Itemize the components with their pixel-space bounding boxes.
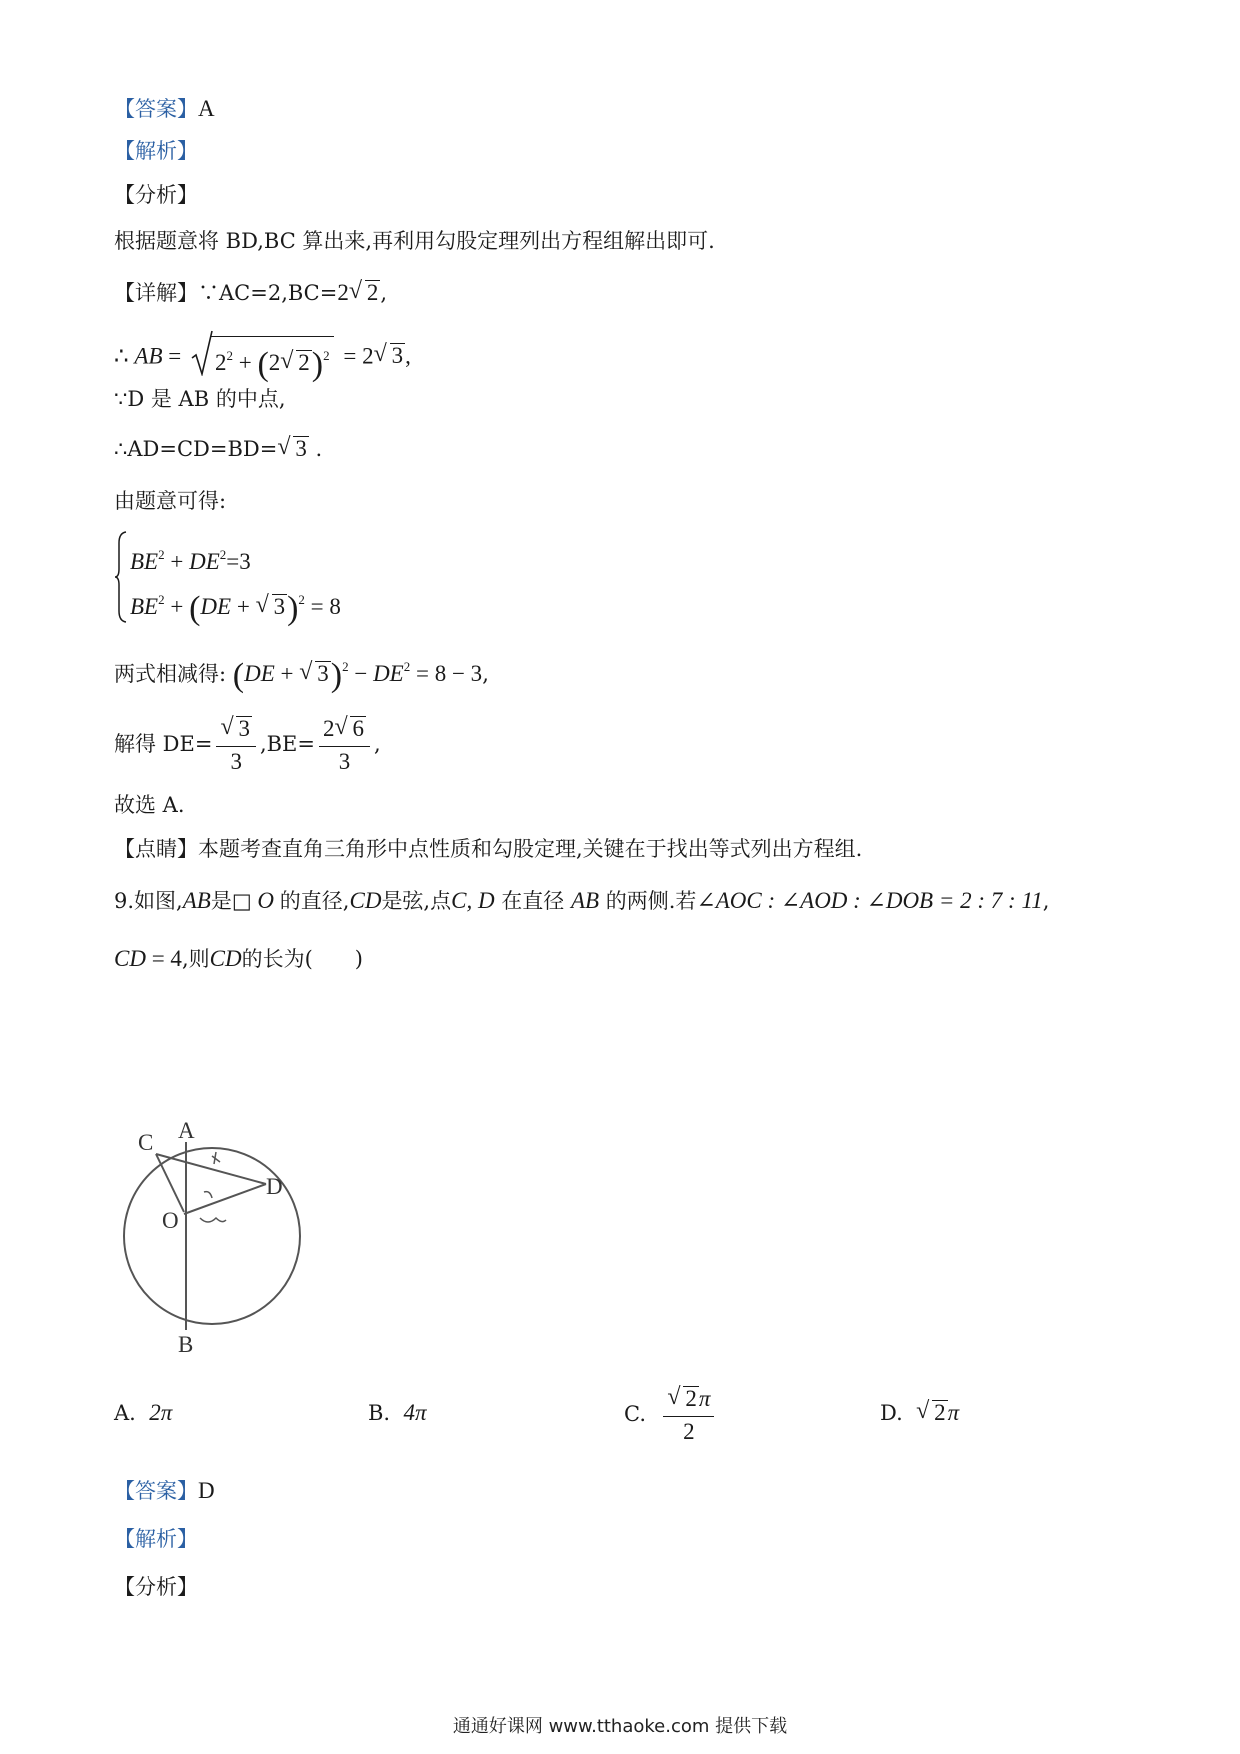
footer-credit: 通通好课网 www.tthaoke.com 提供下载: [452, 1716, 788, 1737]
system-eq-2: $BE^2 + (DE$ + √ 3)$^2$ = 8: [130, 585, 341, 624]
bc-value: 2√ 2: [337, 280, 380, 305]
fenxi-tag: 【分析】: [114, 183, 198, 207]
d-midpoint: ∵D 是 AB 的中点,: [114, 387, 286, 411]
option-d-letter: D.: [880, 1401, 903, 1425]
label-a: A: [178, 1118, 195, 1143]
option-c[interactable]: [624, 1384, 718, 1447]
answer-line: [114, 94, 215, 124]
subtract-line: 两式相减得: (DE + √ $3)^2 - DE^2 = 8 - 3$,: [114, 652, 489, 691]
label-c: C: [138, 1130, 154, 1155]
q9-analysis-tag: [114, 1524, 198, 1554]
option-c-fraction: √ $\frac{2\pi}{2}$: [663, 1384, 714, 1447]
analysis-tag-text: 【解析】: [114, 139, 198, 163]
point-text: 本题考查直角三角形中点性质和勾股定理,关键在于找出等式列出方程组.: [198, 837, 863, 861]
q9-analysis-tag-text: 【解析】: [114, 1527, 198, 1551]
analysis-tag: [114, 136, 198, 166]
solve-lead: 解得 DE=: [114, 732, 213, 756]
detail-tag: 【详解】: [114, 281, 198, 305]
q9-prefix: 9.如图,: [114, 889, 183, 913]
q9-answer-tag: 【答案】: [114, 1479, 198, 1503]
fenxi-text: 根据题意将 BD,BC 算出来,再利用勾股定理列出方程组解出即可.: [114, 229, 715, 253]
answer-tag: 【答案】: [114, 97, 198, 121]
q9-answer-line: [114, 1476, 215, 1506]
option-c-letter: C.: [624, 1402, 646, 1426]
be-fraction: $\frac{2√ 6}{3}$: [319, 714, 370, 777]
be-lead: ,BE=: [259, 732, 315, 756]
q9-text-4: 在直径: [501, 889, 565, 913]
q9-text-3: 是弦,点: [381, 889, 452, 913]
system-brace: [114, 531, 128, 623]
circle-figure: [100, 1112, 340, 1352]
ad-line: ∴AD=CD=BD=√ 3 .: [114, 434, 322, 464]
option-b-letter: B.: [368, 1401, 391, 1425]
q9-box: □: [231, 889, 252, 913]
solve-line: 解得 DE= √ $\frac{3}{3}$ ,BE= $\frac{2√ 6}{3}$ ,: [114, 712, 381, 777]
q9-fenxi-tag: 【分析】: [114, 1575, 198, 1599]
detail-given: ∵AC=2,BC=: [198, 281, 338, 305]
de-fraction: √ $\frac{3}{3}$: [216, 714, 256, 777]
choose-line: 故选 A.: [114, 793, 185, 817]
option-b[interactable]: B. 4π: [368, 1400, 427, 1425]
option-a-letter: A.: [114, 1401, 136, 1425]
point-tag: 【点睛】: [114, 837, 198, 861]
ab-radical: $2^2 + (2√$ 2)$^2$: [191, 336, 334, 380]
subtract-lead: 两式相减得:: [114, 662, 227, 686]
option-d[interactable]: D. √ 2π: [880, 1398, 959, 1428]
from-problem: 由题意可得:: [114, 489, 227, 513]
q9-text-2: 的直径,: [279, 889, 350, 913]
detail-line: 【详解】∵AC=2,BC=2√ 2,: [114, 278, 387, 308]
ab-equation: ∴ AB = $2^2 + (2√$ 2)$^2$ = 2√ 3,: [114, 336, 411, 380]
q9-text-5: 的两侧.若: [605, 889, 697, 913]
q9-stem-line1: 9.如图,AB是□ O 的直径,CD是弦,点C, D 在直径 AB 的两侧.若∠AOC : ∠AOD : ∠DOB = 2 : 7 : 11,: [114, 888, 1050, 913]
label-b: B: [178, 1332, 194, 1352]
q9-tail: 的长为( ): [241, 947, 363, 971]
label-o: O: [162, 1208, 179, 1233]
q9-stem-line2: CD = 4,则CD的长为( ): [114, 946, 363, 971]
q9-text-1: 是: [210, 889, 232, 913]
system-eq-1: $BE^2 + DE^2=3$: [130, 547, 251, 574]
answer-value: A: [198, 96, 215, 121]
option-a[interactable]: A. 2π: [114, 1400, 173, 1425]
ad-text: ∴AD=CD=BD=: [114, 437, 278, 461]
q9-answer-value: D: [198, 1478, 215, 1503]
therefore-symbol: ∴: [114, 343, 129, 369]
q9-ratio: ∠AOC : ∠AOD : ∠DOB = 2 : 7 : 11: [696, 888, 1043, 913]
point-line: [114, 834, 862, 864]
label-d: D: [266, 1174, 283, 1199]
